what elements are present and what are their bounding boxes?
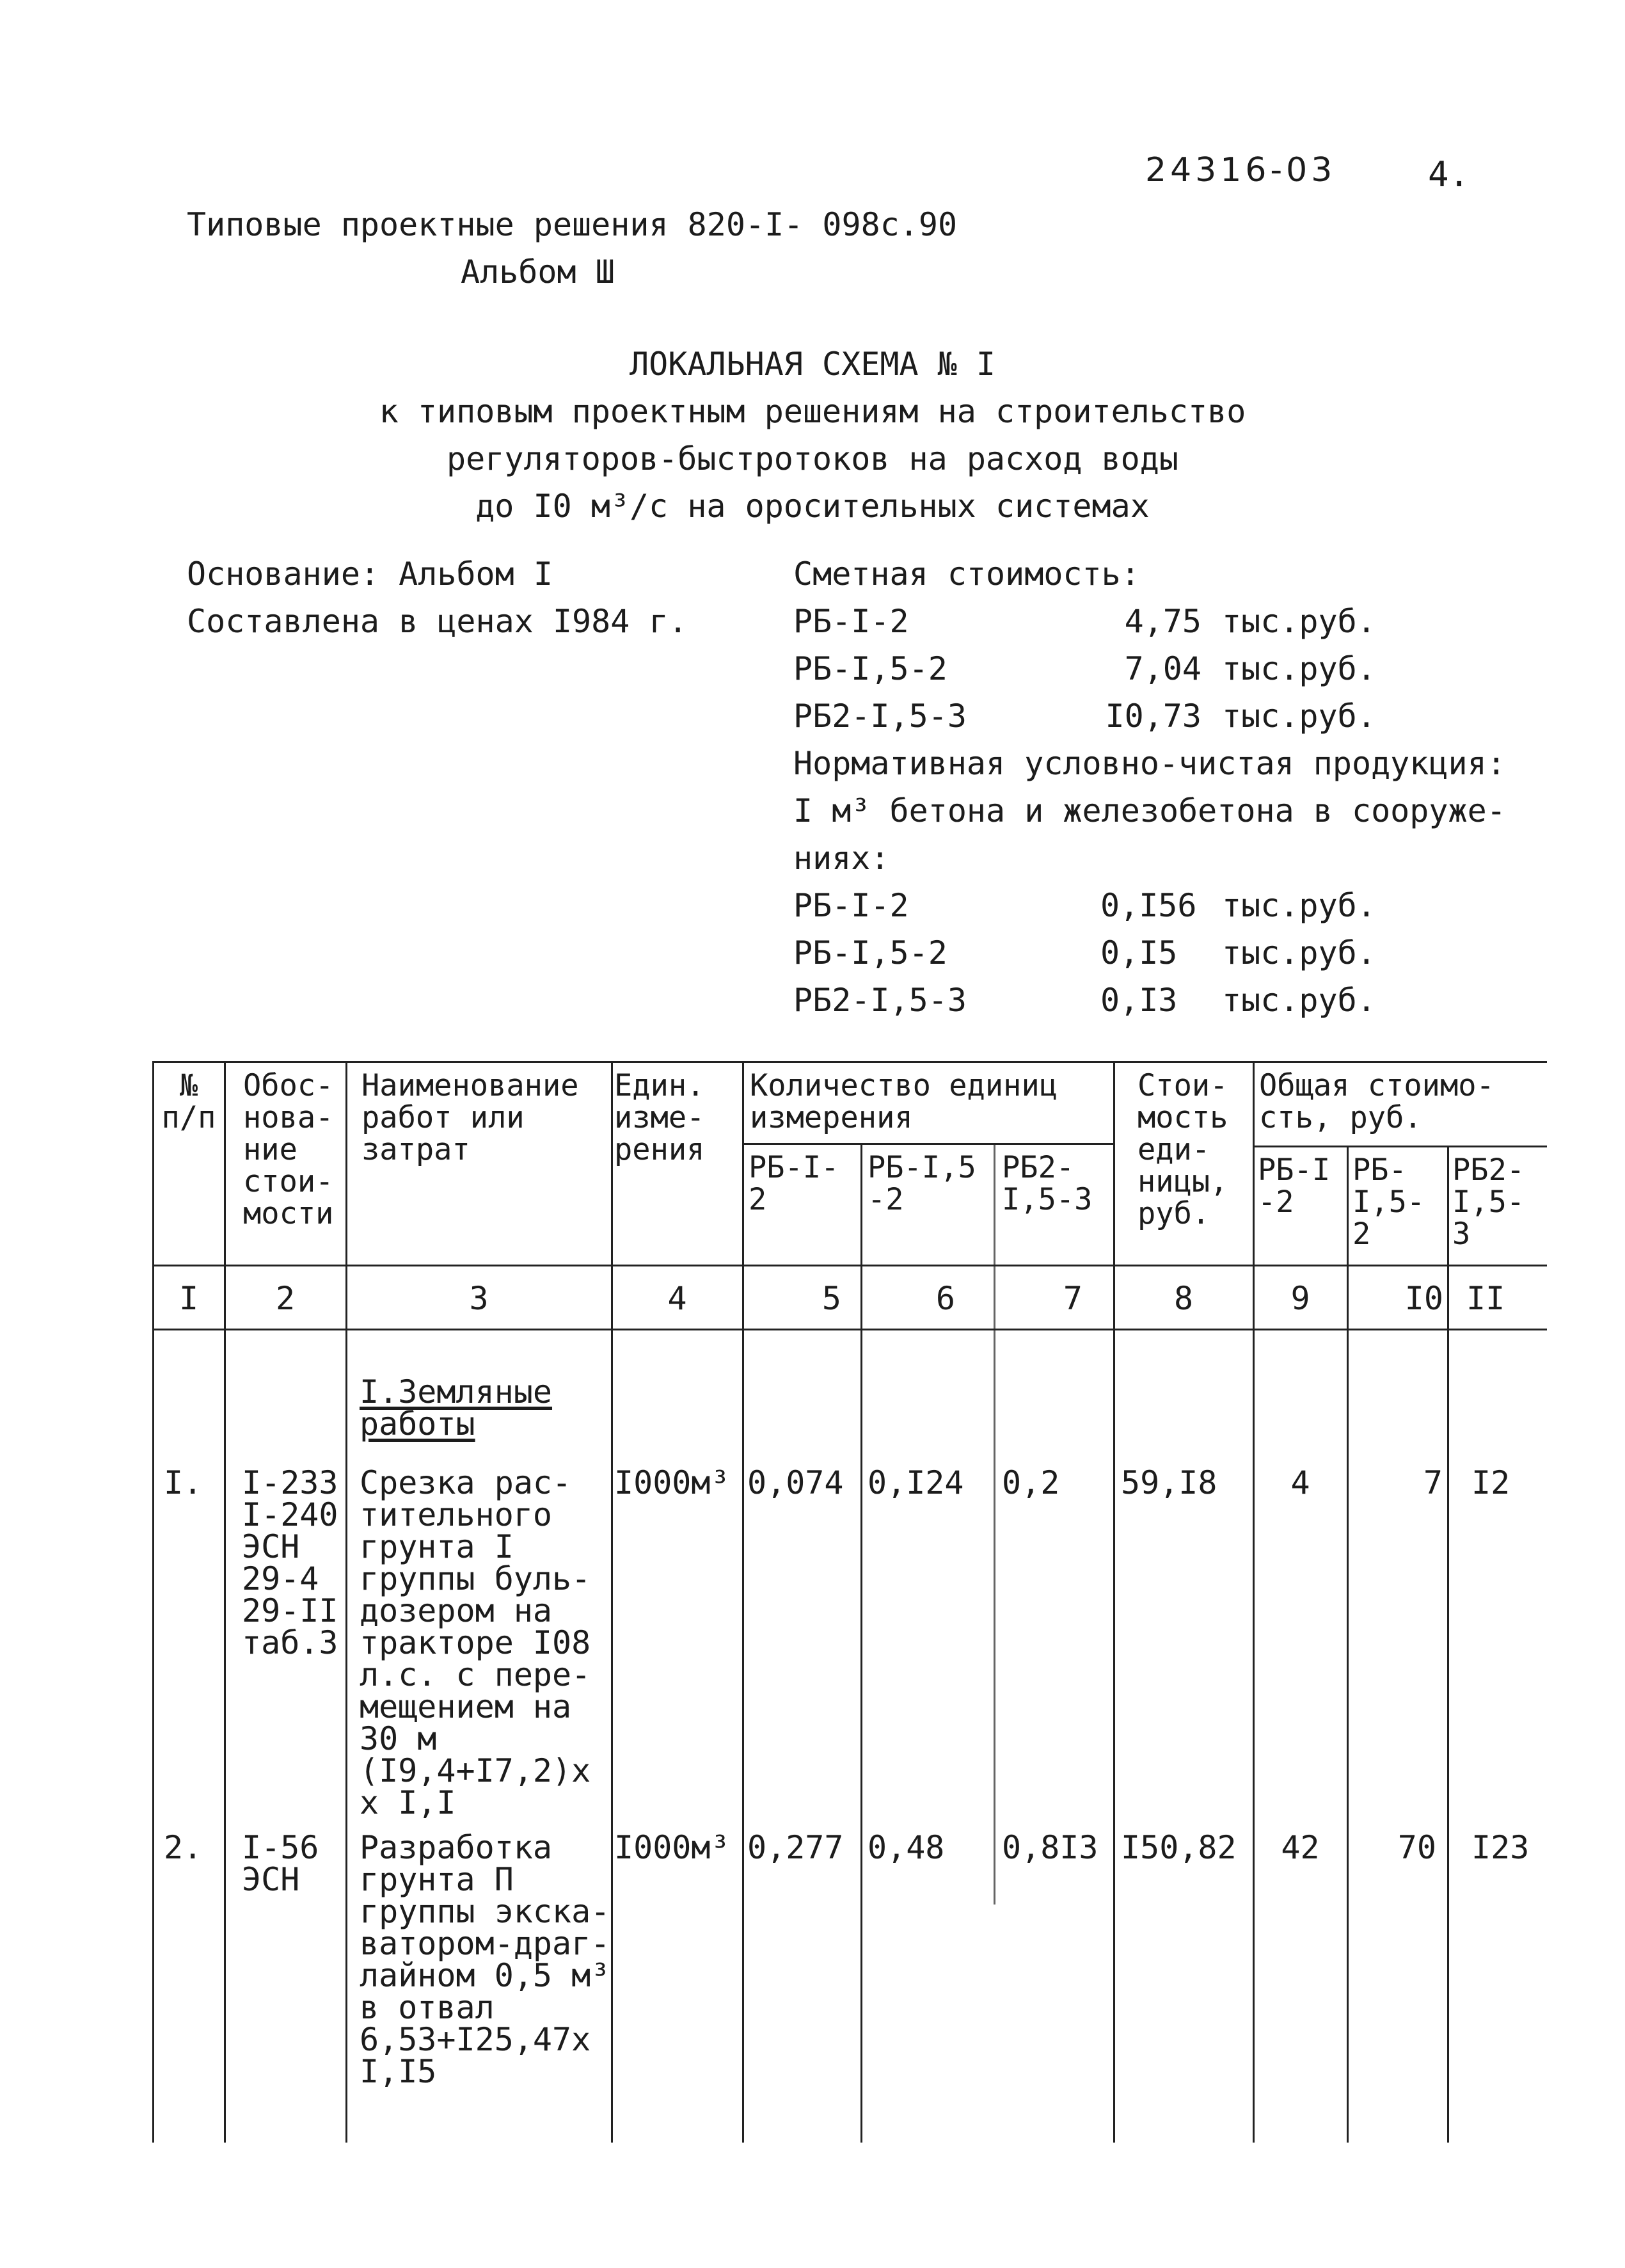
row-unit: I000м³ xyxy=(614,1829,730,1866)
normative-label-1: Нормативная условно-чистая продукция: xyxy=(793,745,1506,782)
col-divider xyxy=(1253,1061,1255,2143)
row-unit-price: I50,82 xyxy=(1121,1829,1237,1866)
header-col-number: № п/п xyxy=(161,1068,216,1135)
row-total-rb-1-2: 42 xyxy=(1281,1829,1320,1866)
estimate-value: 7,04 xyxy=(1124,650,1201,687)
page-number: 4. xyxy=(1428,154,1470,195)
row-number: I. xyxy=(164,1464,203,1501)
row-total-rb-15-2: 70 xyxy=(1397,1829,1436,1866)
row-qty-rb-15-2: 0,I24 xyxy=(868,1464,964,1501)
row-total-rb2-15-3: I2 xyxy=(1471,1464,1510,1501)
normative-name: РБ2-I,5-3 xyxy=(793,982,967,1019)
title-line-3: регуляторов-быстротоков на расход воды xyxy=(447,440,1178,477)
header-group-total: Общая стоимо- сть, руб. xyxy=(1259,1068,1494,1135)
normative-unit: тыс.руб. xyxy=(1222,934,1376,971)
col-number-label: 8 xyxy=(1173,1280,1194,1317)
header-col-basis: Обос- нова- ние стои- мости xyxy=(243,1068,334,1231)
table-left-border xyxy=(152,1061,154,2143)
header-group-quantity: Количество единиц измерения xyxy=(750,1068,1058,1135)
estimate-label: Сметная стоимость: xyxy=(793,555,1140,593)
estimate-unit: тыс.руб. xyxy=(1222,650,1376,687)
row-total-rb2-15-3: I23 xyxy=(1471,1829,1530,1866)
row-work-name: Разработка грунта П группы экска- ватором-драг- лайном 0,5 м³ в отвал 6,53+I25,47х I,I5 xyxy=(360,1829,610,2090)
table-top-border xyxy=(152,1061,1547,1063)
normative-unit: тыс.руб. xyxy=(1222,982,1376,1019)
col-divider xyxy=(611,1061,613,2143)
normative-unit: тыс.руб. xyxy=(1222,887,1376,924)
row-qty-rb2-15-3: 0,2 xyxy=(1002,1464,1060,1501)
row-total-rb-1-2: 4 xyxy=(1290,1464,1310,1501)
row-number: 2. xyxy=(164,1829,203,1866)
col-number-label: 7 xyxy=(1063,1280,1082,1317)
header-bottom-border xyxy=(152,1265,1547,1266)
col-divider xyxy=(742,1061,744,2143)
title-line-1: ЛОКАЛЬНАЯ СХЕМА № I xyxy=(630,346,995,383)
row-work-name: Срезка рас- тительного грунта I группы буль- дозером на тракторе I08 л.с. с пере- мещением на 30 м (I9,4+I7,2)х х I,I xyxy=(360,1464,591,1821)
header-col-qty-rb2-15-3: РБ2- I,5-3 xyxy=(1002,1150,1093,1217)
row-qty-rb-1-2: 0,074 xyxy=(747,1464,844,1501)
document-code: 24316-03 xyxy=(1145,151,1336,189)
col-divider xyxy=(345,1061,347,2143)
normative-name: РБ-I,5-2 xyxy=(793,934,947,971)
col-numbers-bottom-border xyxy=(152,1329,1547,1330)
normative-name: РБ-I-2 xyxy=(793,887,909,924)
row-basis: I-56 ЭСН xyxy=(242,1829,319,1898)
estimate-value: 4,75 xyxy=(1124,603,1201,640)
row-qty-rb-1-2: 0,277 xyxy=(747,1829,844,1866)
normative-value: 0,I5 xyxy=(1100,934,1178,971)
normative-value: 0,I3 xyxy=(1100,982,1178,1019)
estimate-name: РБ-I,5-2 xyxy=(793,650,947,687)
col-number-label: 3 xyxy=(469,1280,489,1317)
col-number-label: II xyxy=(1466,1280,1505,1317)
row-unit: I000м³ xyxy=(614,1464,730,1501)
header-series: Типовые проектные решения 820-I- 098с.90 xyxy=(187,206,958,243)
col-divider xyxy=(994,1143,995,1905)
col-number-label: 6 xyxy=(935,1280,955,1317)
header-col-total-rb-1-2: РБ-I -2 xyxy=(1258,1153,1331,1220)
row-total-rb-15-2: 7 xyxy=(1423,1464,1443,1501)
col-number-label: 9 xyxy=(1290,1280,1310,1317)
estimate-name: РБ-I-2 xyxy=(793,603,909,640)
col-divider xyxy=(224,1061,226,2143)
basis-text: Основание: Альбом I xyxy=(187,555,553,593)
title-line-2: к типовым проектным решениям на строительство xyxy=(379,393,1246,430)
estimate-unit: тыс.руб. xyxy=(1222,603,1376,640)
row-qty-rb2-15-3: 0,8I3 xyxy=(1002,1829,1098,1866)
normative-label-3: ниях: xyxy=(793,840,890,877)
col-number-label: 5 xyxy=(821,1280,841,1317)
row-qty-rb-15-2: 0,48 xyxy=(868,1829,945,1866)
estimate-value: I0,73 xyxy=(1105,698,1201,735)
group-total-underline xyxy=(1253,1146,1547,1147)
estimate-unit: тыс.руб. xyxy=(1222,698,1376,735)
header-col-total-rb2-15-3: РБ2- I,5- 3 xyxy=(1452,1153,1525,1252)
header-col-total-rb-15-2: РБ- I,5- 2 xyxy=(1352,1153,1425,1252)
col-number-label: 2 xyxy=(275,1280,296,1317)
col-number-label: I xyxy=(178,1280,199,1317)
title-line-4: до I0 м³/с на оросительных системах xyxy=(475,488,1150,525)
col-number-label: 4 xyxy=(667,1280,687,1317)
header-album: Альбом Ш xyxy=(461,253,615,291)
estimate-name: РБ2-I,5-3 xyxy=(793,698,967,735)
row-unit-price: 59,I8 xyxy=(1121,1464,1217,1501)
row-basis: I-233 I-240 ЭСН 29-4 29-II таб.3 xyxy=(242,1464,338,1661)
header-col-qty-rb-15-2: РБ-I,5 -2 xyxy=(868,1150,976,1217)
normative-label-2: I м³ бетона и железобетона в сооруже- xyxy=(793,792,1506,829)
col-divider xyxy=(1113,1061,1115,2143)
header-col-qty-rb-1-2: РБ-I- 2 xyxy=(749,1150,839,1217)
section-title: I.Земляные работы xyxy=(360,1373,553,1442)
normative-value: 0,I56 xyxy=(1100,887,1197,924)
header-col-name: Наименование работ или затрат xyxy=(361,1068,579,1167)
group-qty-underline xyxy=(742,1143,1113,1145)
prices-text: Составлена в ценах I984 г. xyxy=(187,603,688,640)
col-number-label: I0 xyxy=(1404,1280,1443,1317)
header-col-unit: Един. изме- рения xyxy=(614,1068,705,1167)
header-col-unit-price: Стои- мость еди- ницы, руб. xyxy=(1138,1068,1228,1231)
